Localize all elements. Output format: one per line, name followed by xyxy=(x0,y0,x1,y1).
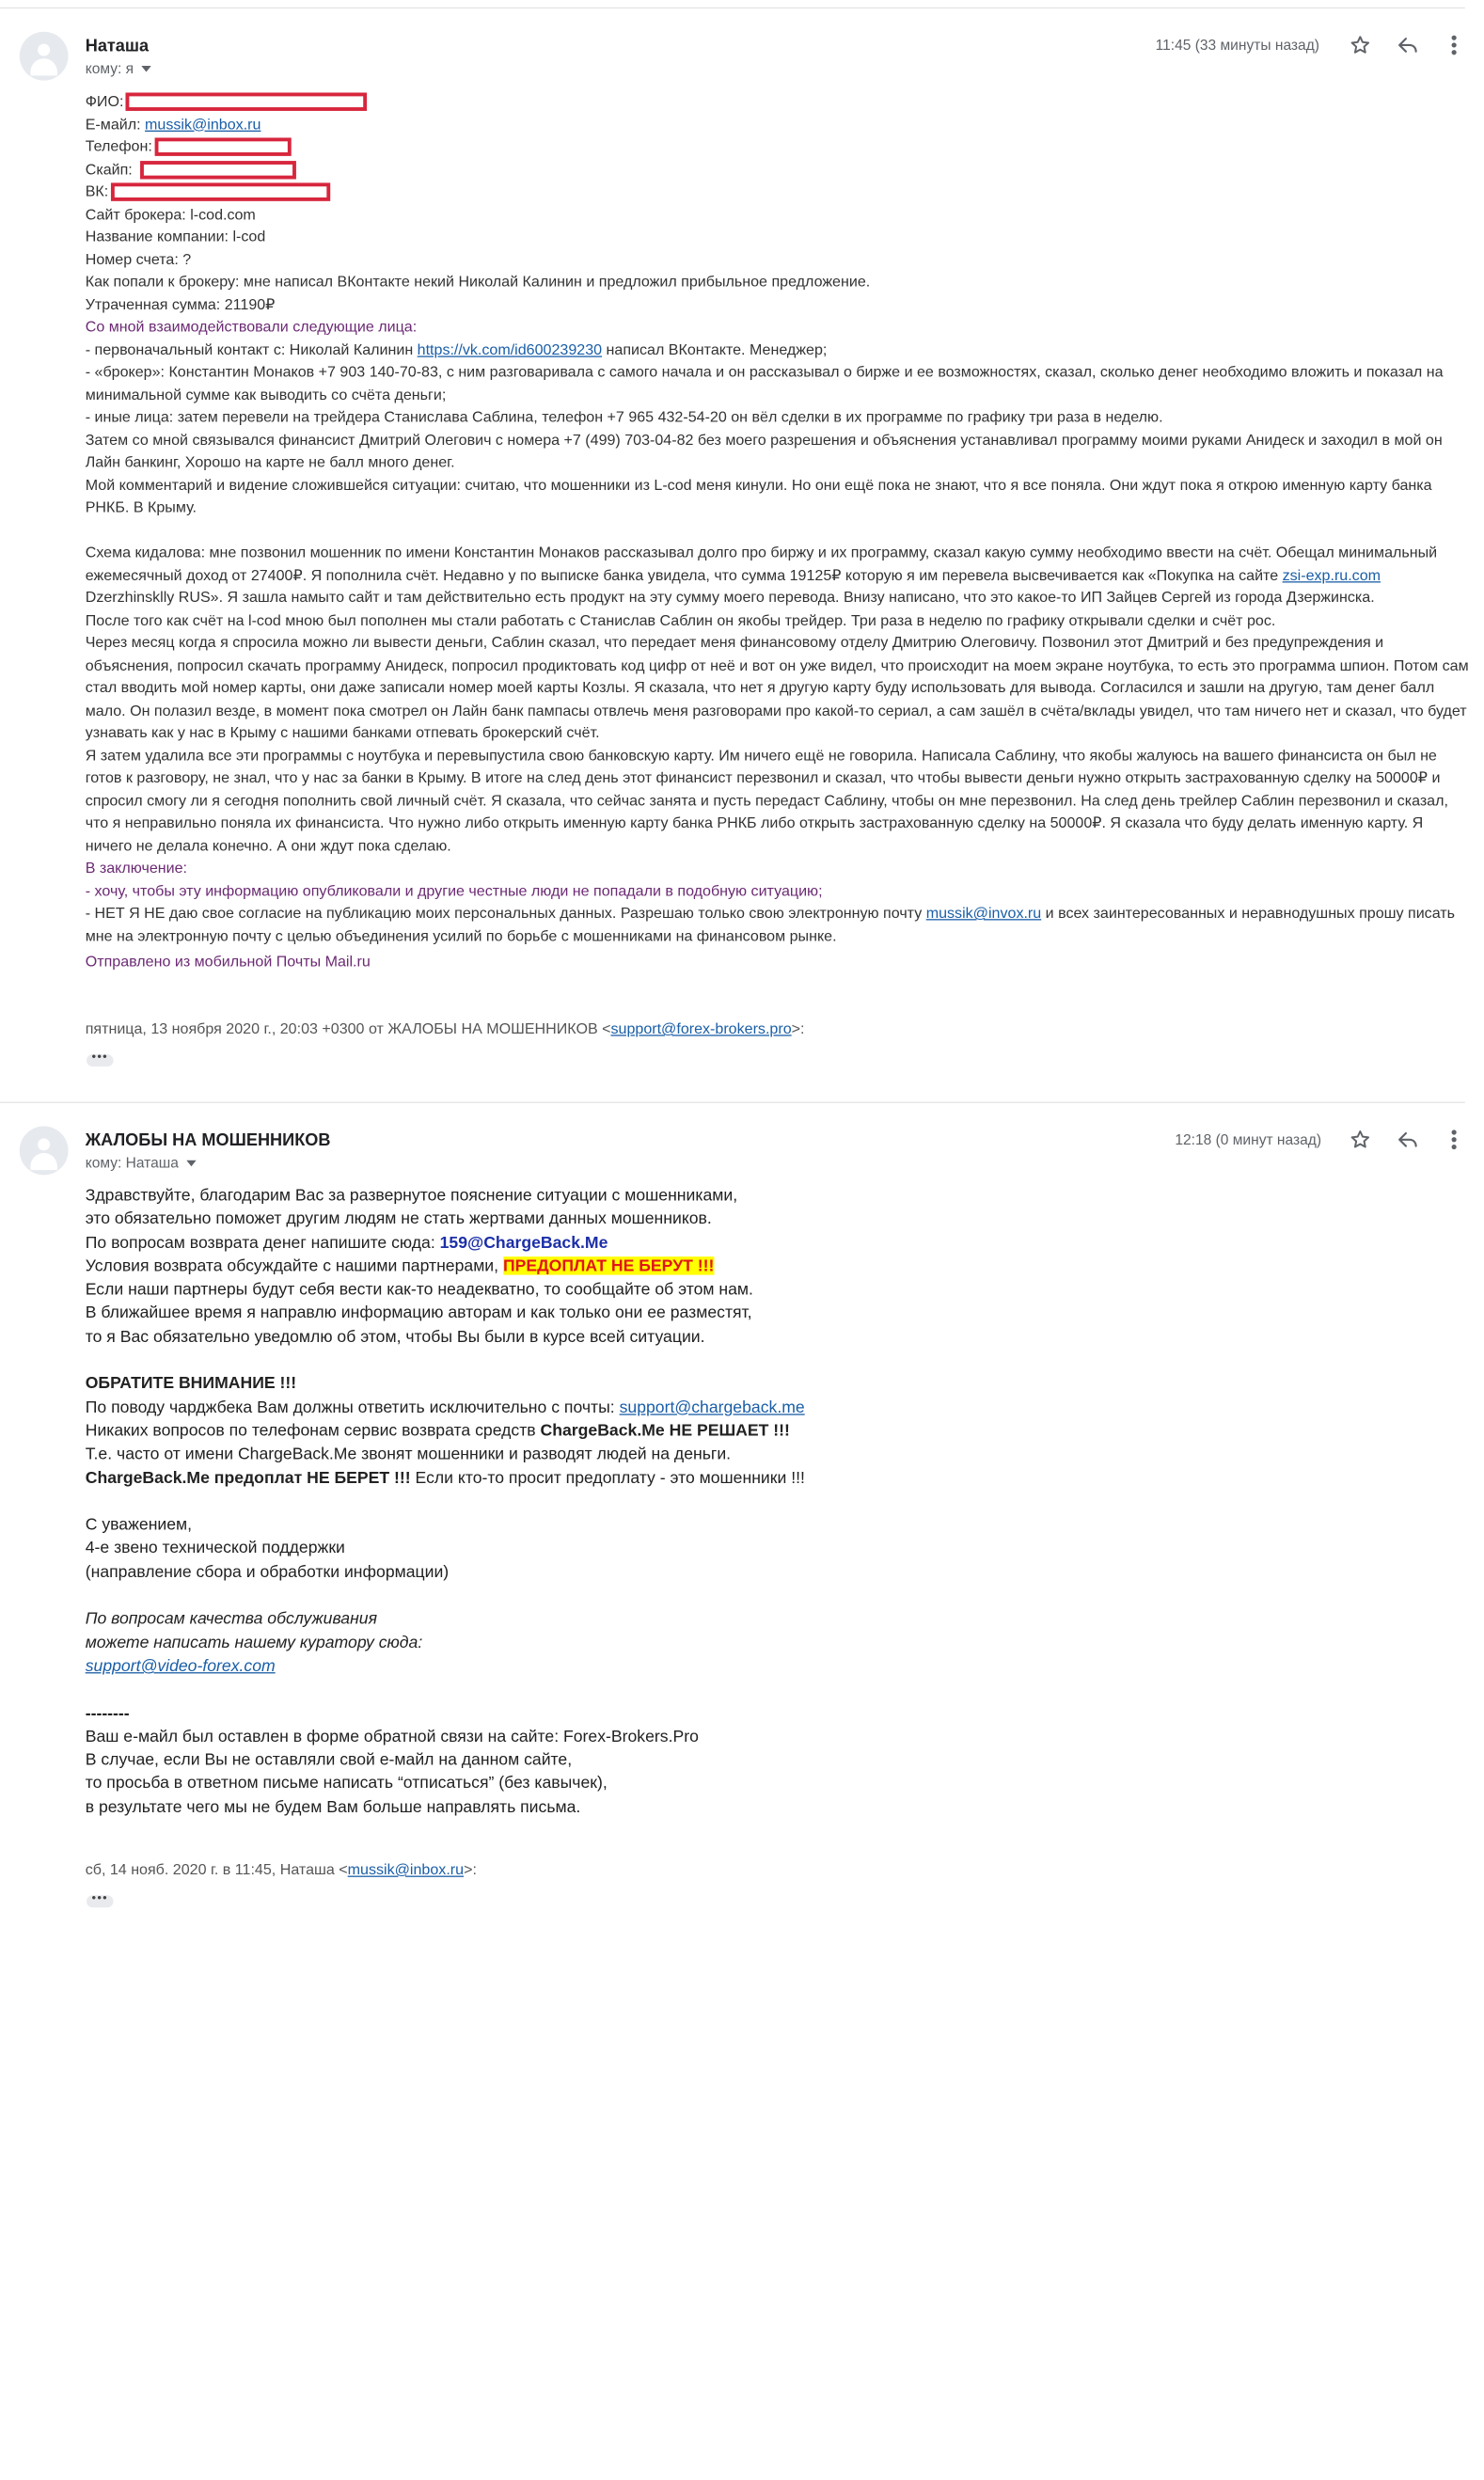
text-line: Сайт брокера: l-cod.com xyxy=(85,205,256,223)
text-line: написал ВКонтакте. Менеджер; xyxy=(602,340,828,358)
chevron-down-icon xyxy=(141,66,150,71)
email-label: Е-майл: xyxy=(85,115,141,133)
redaction-box xyxy=(140,161,296,179)
text-line: По поводу чарджбека Вам должны ответить исключительно с почты: xyxy=(85,1398,620,1416)
quote-text: пятница, 13 ноября 2020 г., 20:03 +0300 от ЖАЛОБЫ НА МОШЕННИКОВ < xyxy=(85,1019,611,1037)
recipient-dropdown[interactable] xyxy=(86,60,150,77)
text-line: По вопросам качества обслуживания xyxy=(85,1609,377,1628)
persons-heading: Со мной взаимодействовали следующие лица: xyxy=(85,318,418,336)
recipient-dropdown[interactable] xyxy=(86,1154,196,1171)
show-trimmed-button[interactable]: ••• xyxy=(87,1895,114,1907)
conclusion-heading: В заключение: xyxy=(85,859,187,877)
show-trimmed-button[interactable]: ••• xyxy=(87,1054,114,1066)
skype-label: Скайп: xyxy=(85,160,133,178)
text-line: По вопросам возврата денег напишите сюда: xyxy=(85,1233,440,1252)
reply-icon[interactable] xyxy=(1395,1127,1422,1154)
text-line: 4-е звено технической поддержки xyxy=(85,1539,345,1557)
message-body xyxy=(86,1183,1427,1818)
avatar[interactable] xyxy=(20,32,69,81)
vk-label: ВК: xyxy=(85,182,109,200)
quote-text: >: xyxy=(791,1019,805,1037)
text-line: Т.е. часто от имени ChargeBack.Me звонят мошенники и разводят людей на деньги. xyxy=(85,1445,732,1463)
text-line: - первоначальный контакт с: Николай Калинин xyxy=(85,340,418,358)
redaction-box xyxy=(126,93,368,111)
text-line: В ближайшее время я направлю информацию авторам и как только они ее разместят, xyxy=(85,1303,752,1322)
email-link[interactable]: support@video-forex.com xyxy=(85,1656,276,1675)
text-line: - «брокер»: Константин Монаков +7 903 140-70-83, с ним разговаривала с самого начала и он рассказывал о бирже и ее возможностях, сказал, сколько денег необходимо вложить и показал на минимальной сумме как выводить со счёта деньги; xyxy=(85,363,1444,403)
bold-text: ChargeBack.Me НЕ РЕШАЕТ !!! xyxy=(540,1421,790,1440)
text-line: - НЕТ Я НЕ даю свое согласие на публикацию моих персональных данных. Разрешаю только свою электронную почту xyxy=(85,904,926,922)
redaction-box xyxy=(111,183,330,201)
highlight-warning: ПРЕДОПЛАТ НЕ БЕРУТ !!! xyxy=(502,1256,715,1275)
phone-label: Телефон: xyxy=(85,137,152,155)
text-line: это обязательно поможет другим людям не стать жертвами данных мошенников. xyxy=(85,1209,712,1228)
text-line: - хочу, чтобы эту информацию опубликовали и другие честные люди не попадали в подобную ситуацию; xyxy=(85,881,823,899)
text-line: можете написать нашему куратору сюда: xyxy=(85,1633,423,1651)
text-line: После того как счёт на l-cod мною был пополнен мы стали работать с Станислав Саблин он якобы трейдер. Три раза в неделю по графику открывали сделки и счёт рос. xyxy=(85,610,1276,629)
text-line: Я затем удалила все эти программы с ноутбука и перевыпустила свою банковскую карту. Им ничего ещё не говорила. Написала Саблину, что якобы жалуюсь на вашего финансиста он был не готов к разговору, не знал, что у нас за банки в Крыму. В итоге на след день этот финансист перезвонил и сказал, что чтобы вывести деньги нужно открыть застрахованную сделку на 50000₽ и спросил смогу ли я сегодня пополнить свой личный счёт. Я сказала, что сейчас занята и пусть передаст Саблину, чтобы он мне перезвонил. На след день трейлер Саблин перезвонил и сказал, что я неправильно поняла их финансиста. Что нужно либо открыть именную карту банка РНКБ либо открыть застрахованную сделку на 50000₽. Я сказала что буду делать именную карту. Я ничего не делала конечно. А они ждут пока сделаю. xyxy=(85,746,1448,854)
sender-name[interactable]: Наташа xyxy=(85,35,150,55)
fio-label: ФИО: xyxy=(85,92,124,110)
separator-dashes: -------- xyxy=(85,1703,130,1722)
text-line: - иные лица: затем перевели на трейдера Станислава Саблина, телефон +7 965 432-54-20 он вёл сделки в их программе по графику три раза в неделю. xyxy=(85,408,1163,426)
reply-icon[interactable] xyxy=(1395,32,1422,59)
recipient-label: кому: я xyxy=(85,59,134,77)
text-line: Как попали к брокеру: мне написал ВКонтакте некий Николай Калинин и предложил прибыльное предложение. xyxy=(85,273,871,291)
text-line: и всех заинтересованных и неравнодушных прошу писать мне на электронную почту с целью объединения усилий по борьбе с мошенниками на финансовом рынке. xyxy=(85,904,1456,944)
text-line: Здравствуйте, благодарим Вас за развернутое пояснение ситуации с мошенниками, xyxy=(85,1186,738,1205)
avatar[interactable] xyxy=(20,1127,69,1176)
text-line: Если кто-то просит предоплату - это мошенники !!! xyxy=(410,1468,805,1487)
star-icon[interactable] xyxy=(1347,32,1374,59)
recipient-label: кому: Наташа xyxy=(85,1154,179,1172)
message-time: 11:45 (33 минуты назад) xyxy=(1155,36,1319,55)
redaction-box xyxy=(154,138,291,156)
text-line: Dzerzhinsklly RUS». Я зашла намыто сайт и там действительно есть продукт на эту сумму моего перевода. Внизу написано, что это какое-то ИП Зайцев Сергей из города Дзержинска. xyxy=(85,588,1375,607)
quote-header xyxy=(86,1861,477,1878)
text-line: Номер счета: ? xyxy=(85,250,192,268)
message-divider xyxy=(0,1102,1465,1103)
text-line: то я Вас обязательно уведомлю об этом, чтобы Вы были в курсе всей ситуации. xyxy=(85,1327,705,1346)
email-link[interactable]: support@chargeback.me xyxy=(619,1398,805,1416)
quote-text: >: xyxy=(464,1860,477,1879)
text-line: то просьба в ответном письме написать “отписаться” (без кавычек), xyxy=(85,1774,608,1793)
text-line: Утраченная сумма: 21190₽ xyxy=(85,295,276,313)
vk-profile-link[interactable]: https://vk.com/id600239230 xyxy=(417,340,603,358)
text-line: Затем со мной связывался финансист Дмитрий Олегович с номера +7 (499) 703-04-82 без моего разрешения и объяснения устанавливал программу моими руками Анидеск и заходил в мой он Лайн банкинг, Хорошо на карте не балл много денег. xyxy=(85,431,1443,471)
sender-name[interactable]: ЖАЛОБЫ НА МОШЕННИКОВ xyxy=(85,1129,331,1150)
chargeback-email[interactable]: 159@ChargeBack.Me xyxy=(439,1233,608,1252)
attention-heading: ОБРАТИТЕ ВНИМАНИЕ !!! xyxy=(85,1374,297,1393)
more-vert-icon[interactable] xyxy=(1441,32,1468,59)
text-line: в результате чего мы не будем Вам больше направлять письма. xyxy=(85,1797,581,1816)
text-line: Никаких вопросов по телефонам сервис возврата средств xyxy=(85,1421,541,1440)
email-link[interactable]: mussik@inbox.ru xyxy=(145,115,261,133)
text-line: Мой комментарий и видение сложившейся ситуации: считаю, что мошенники из L-cod меня кинули. Но они ещё пока не знают, что я все поняла. Они ждут пока я открою именную карту банка РНКБ. В Крыму. xyxy=(85,476,1432,516)
text-line: Ваш е-майл был оставлен в форме обратной связи на сайте: Forex-Brokers.Pro xyxy=(85,1727,699,1745)
text-line: Через месяц когда я спросила можно ли вывести деньги, Саблин сказал, что передает меня финансовому отделу Дмитрию Олеговичу. Позвонил этот Дмитрий и без предупреждения и объяснения, попросил скачать программу Анидеск, попросил продиктовать код цифр от неё и вот он уже видел, что происходит на моем экране ноутбука, то есть это программа шпион. Потом сам стал вводить мой номер карты, они даже записали номер моей карты Козлы. Я сказала, что нет я другую карту буду использовать для вывода. Согласился и зашли на другую, там денег балл мало. Он полазил везде, в момент пока смотрел он Лайн банк пампасы отвлечь меня разговорами про какой-то сериал, а сам зашёл в счёта/вклады увидел, что там ничего нет и сказал, что будет узнавать как у нас в Крыму с нашими банками отпевать брокерский счёт. xyxy=(85,633,1469,741)
more-vert-icon[interactable] xyxy=(1441,1127,1468,1154)
text-line: В случае, если Вы не оставляли свой е-майл на данном сайте, xyxy=(85,1750,573,1769)
email-link[interactable]: mussik@inbox.ru xyxy=(347,1860,465,1879)
message-time: 12:18 (0 минут назад) xyxy=(1175,1130,1322,1148)
text-line: Условия возврата обсуждайте с нашими партнерами, xyxy=(85,1256,503,1275)
quote-text: сб, 14 нояб. 2020 г. в 11:45, Наташа < xyxy=(85,1860,348,1879)
text-line: Название компании: l-cod xyxy=(85,228,266,245)
bold-text: ChargeBack.Me предоплат НЕ БЕРЕТ !!! xyxy=(85,1468,411,1487)
mobile-signature: Отправлено из мобильной Почты Mail.ru xyxy=(85,953,371,971)
message-body xyxy=(86,90,1469,973)
text-line: Если наши партнеры будут себя вести как-то неадекватно, то сообщайте об этом нам. xyxy=(85,1280,753,1299)
email-link[interactable]: mussik@invox.ru xyxy=(925,904,1042,922)
email-link[interactable]: support@forex-brokers.pro xyxy=(610,1019,792,1037)
text-line: С уважением, xyxy=(85,1515,193,1534)
star-icon[interactable] xyxy=(1347,1127,1374,1154)
quote-header xyxy=(86,1020,805,1037)
text-line: Схема кидалова: мне позвонил мошенник по имени Константин Монаков рассказывал долго про биржу и их программу, сказал какую сумму необходимо ввести на счёт. Обещал минимальный ежемесячный доход от 27400₽. Я пополнила счёт. Недавно у по выписке банка увидела, что сумма 19125₽ которую я им перевела высвечивается как «Покупка на сайте xyxy=(85,544,1438,584)
chevron-down-icon xyxy=(186,1161,196,1166)
text-line: (направление сбора и обработки информации) xyxy=(85,1562,450,1581)
site-link[interactable]: zsi-exp.ru.com xyxy=(1282,565,1381,584)
